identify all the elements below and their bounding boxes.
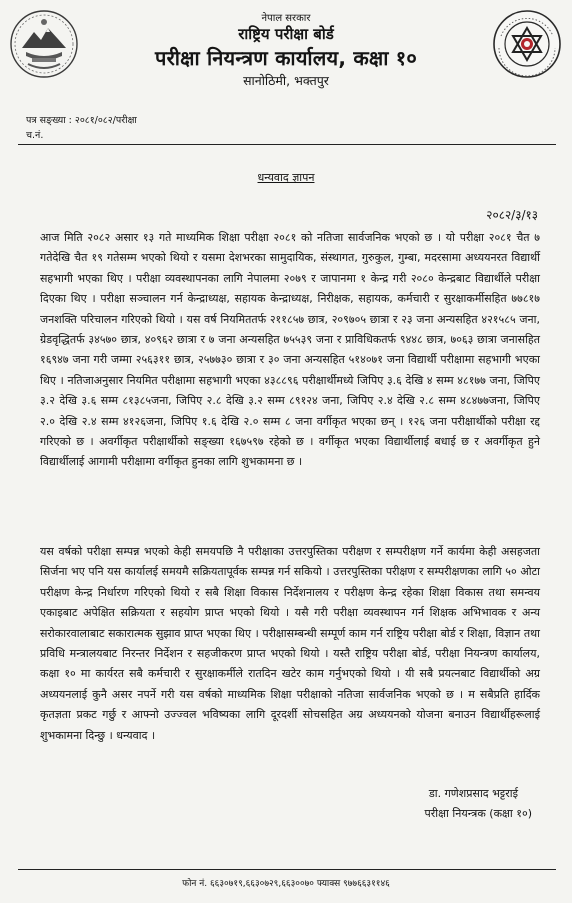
office-address: सानोठिमी, भक्तपुर: [243, 73, 329, 88]
government-label: नेपाल सरकार: [261, 13, 311, 24]
footer-contact: फोन नं. ६६३०७१९,६६३०७२९,६६३००७० फ्याक्स ९७७६६३११४६: [182, 879, 390, 889]
header-divider: [18, 144, 556, 145]
dispatch-number: च.नं.: [26, 130, 44, 141]
notice-date: २०८२/३/१३: [486, 208, 538, 222]
signatory-name: डा. गणेशप्रसाद भट्टराई: [428, 787, 518, 800]
footer-divider: [18, 869, 556, 870]
board-name: राष्ट्रिय परीक्षा बोर्ड: [238, 25, 334, 43]
notice-paragraph-1: आज मिति २०८२ असार १३ गते माध्यमिक शिक्षा परीक्षा २०८१ को नतिजा सार्वजनिक भएको छ । यो परीक्षा २०८१ चैत ७ गतेदेखि चैत १९ गतेसम्म भएको थियो र यसमा देशभरका सामुदायिक, संस्थागत, गुरुकुल, गुम्बा, मदरसामा अध्ययनरत विद्यार्थी सहभागी भएका थिए । परीक्षा व्यवस्थापनका लागि नेपालमा २०७९ र जापानमा १ केन्द्र गरी २०८० केन्द्रबाट विद्यार्थीले परीक्षा दिएका थिए । परीक्षा सञ्चालन गर्न केन्द्राध्यक्ष, सहायक केन्द्राध्यक्ष, निरीक्षक, सहायक, कर्मचारी र सुरक्षाकर्मीसहित ७७८१७ जनशक्ति परिचालन गरिएको थियो । यस वर्ष नियमिततर्फ २११८५७ छात्र, २०९७०५ छात्रा र २३ जना अन्यसहित ४२१५८५ जना, ग्रेडवृद्धितर्फ ३४५७० छात्र, ४०९६२ छात्रा र ७ जना अन्यसहित ७५५३९ जना र प्राविधिकतर्फ ९४४८ छात्र, ७०६३ छात्रा जनासहित १६९४७ जना गरी जम्मा २५६३११ छात्र, २५७७३० छात्रा र ३० जना अन्यसहित ५१४०७१ जना विद्यार्थी परीक्षामा सहभागी भएका थिए । नतिजाअनुसार नियमित परीक्षामा सहभागी भएका ४३८८९६ परीक्षार्थीमध्ये जिपिए ३.६ देखि ४ सम्म ४८१७७ जना, जिपिए ३.२ देखि ३.६ सम्म ८१३८५जना, जिपिए २.८ देखि ३.२ सम्म ८९१२४ जना, जिपिए २.४ देखि २.८ सम्म ४८४७७जना, जिपिए २.० देखि २.४ सम्म ४१२६जना, जिपिए १.६ देखि २.० सम्म ८ जना वर्गीकृत भएका छन् । १२६ जना परीक्षार्थीको परीक्षा रद्द गरिएको छ । अवर्गीकृत परीक्षार्थीको सङ्ख्या १६७५९७ रहेको छ । वर्गीकृत भएका विद्यार्थीलाई बधाई छ र अवर्गीकृत हुने विद्यार्थीलाई आगामी परीक्षामा वर्गीकृत हुनका लागि शुभकामना छ ।: [40, 231, 540, 469]
notice-title: धन्यवाद ज्ञापन: [257, 171, 315, 184]
signatory-title: परीक्षा नियन्त्रक (कक्षा १०): [424, 807, 532, 820]
notice-paragraph-2: यस वर्षको परीक्षा सम्पन्न भएको केही समयपछि नै परीक्षाका उत्तरपुस्तिका परीक्षण र सम्परीक्षण गर्ने कार्यमा केही असहजता सिर्जना भए पनि यस कार्यालई समयमै सक्रियतापूर्वक सम्पन्न गर्न सकियो । उत्तरपुस्तिका परीक्षण र सम्परीक्षणका लागि ५० ओटा परीक्षण केन्द्र निर्धारण गरिएको थियो र सबै शिक्षा विकास निर्देशनालय र परीक्षण केन्द्र रहेका शिक्षा विकास तथा समन्वय एकाइबाट अपेक्षित सक्रियता र सहयोग प्राप्त भएको थियो । यसै गरी परीक्षा व्यवस्थापन गर्न शिक्षक अभिभावक र अन्य सरोकारवालाबाट सकारात्मक सुझाव प्राप्त भएका थिए । परीक्षासम्बन्धी सम्पूर्ण काम गर्न राष्ट्रिय परीक्षा बोर्ड र शिक्षा, विज्ञान तथा प्रविधि मन्त्रालयबाट निरन्तर निर्देशन र सहजीकरण प्राप्त भएको थियो । यस्तै राष्ट्रिय परीक्षा बोर्ड, परीक्षा नियन्त्रण कार्यालय, कक्षा १० मा कार्यरत सबै कर्मचारी र सुरक्षाकर्मीले रातदिन खटेर काम गर्नुभएको थियो । यी सबै प्रयत्नबाट विद्यार्थीको अग्र अध्ययनलाई कुनै असर नपर्ने गरी यस वर्षको माध्यमिक शिक्षा परीक्षाको नतिजा सार्वजनिक भएको छ । म सबैप्रति हार्दिक कृतज्ञता प्रकट गर्छु र आफ्नो उज्ज्वल भविष्यका लागि दूरदर्शी सोचसहित अग्र अध्ययनको योजना बनाउन विद्यार्थीहरूलाई शुभकामना दिन्छु । धन्यवाद ।: [40, 545, 540, 742]
office-name: परीक्षा नियन्त्रण कार्यालय, कक्षा १०: [155, 46, 417, 70]
letter-number: पत्र सङ्ख्या : २०८१/०८२/परीक्षा: [26, 115, 137, 126]
